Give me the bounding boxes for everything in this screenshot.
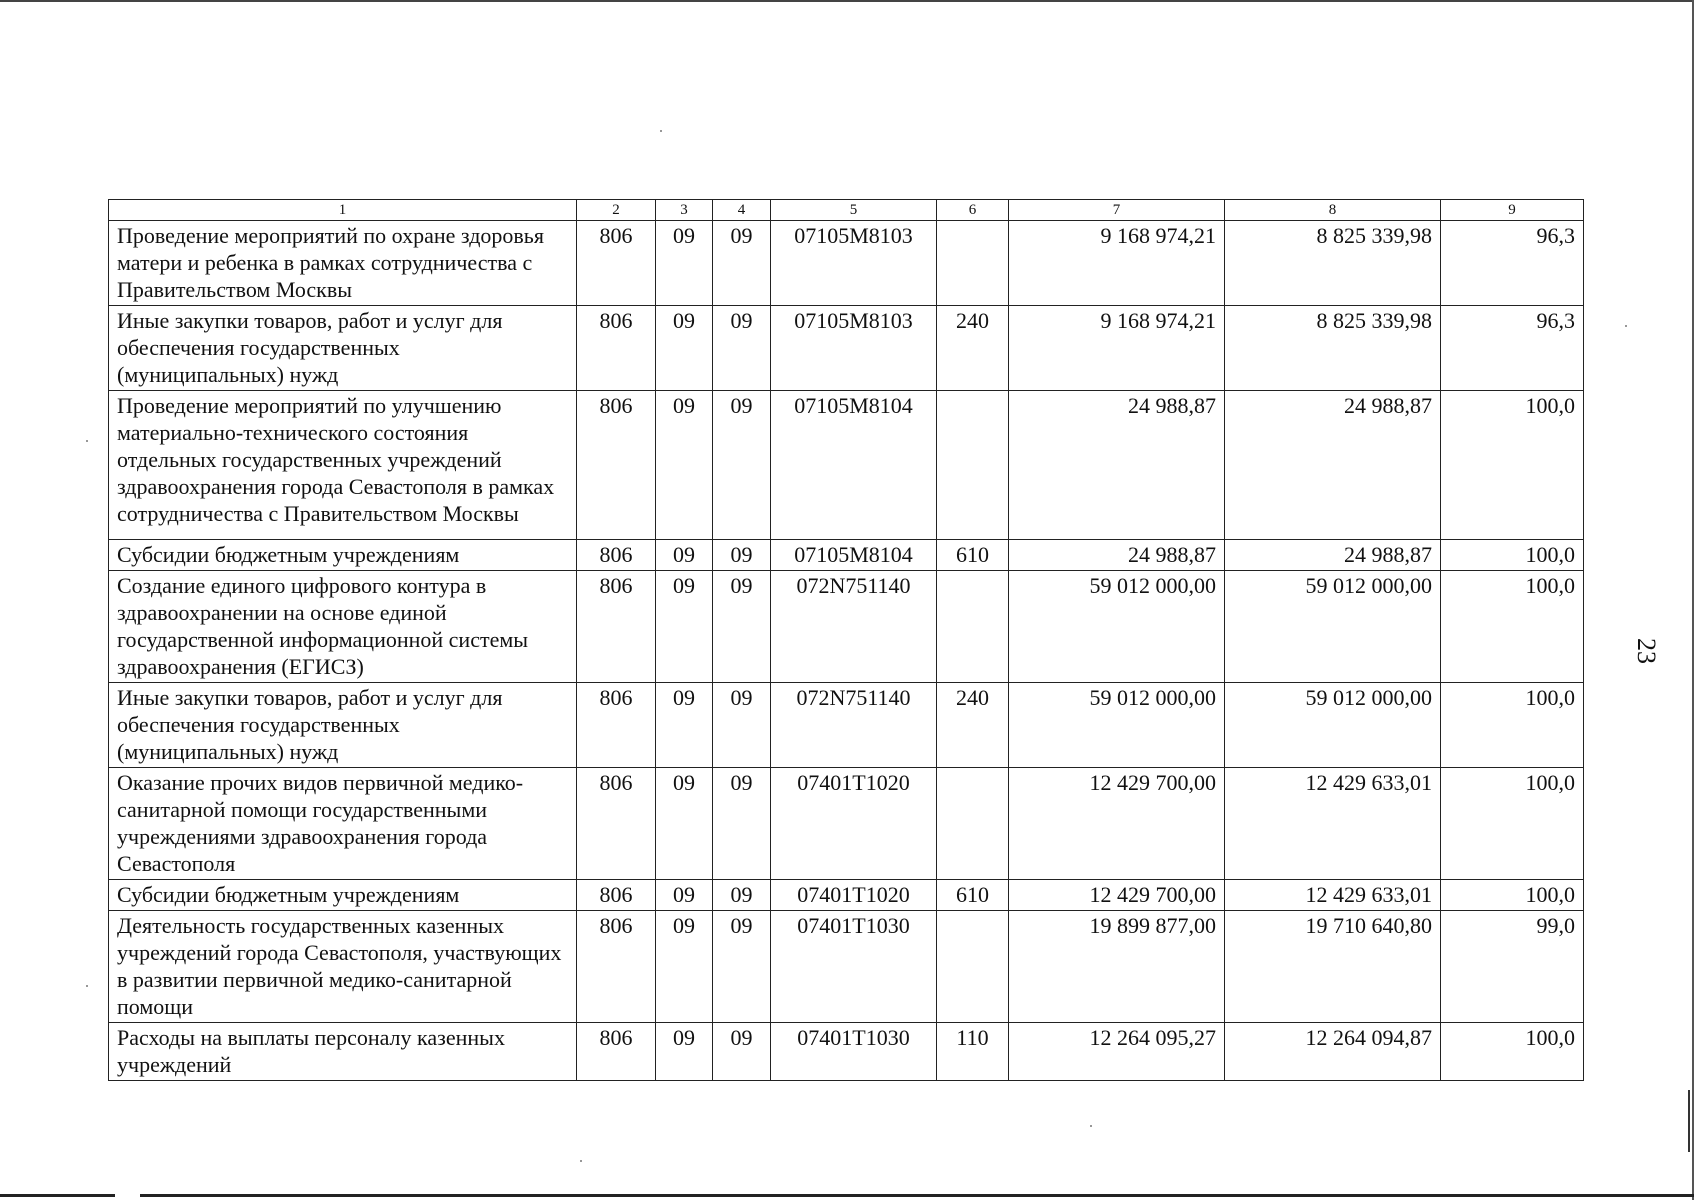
column-number-row bbox=[109, 200, 1584, 221]
execution-percent-cell: 100,0 bbox=[1441, 540, 1584, 571]
column-number: 8 bbox=[1225, 200, 1441, 221]
execution-percent-cell: 100,0 bbox=[1441, 880, 1584, 911]
actual-amount-cell: 12 264 094,87 bbox=[1225, 1023, 1441, 1081]
ministry-code-cell: 806 bbox=[577, 391, 656, 540]
planned-amount-cell: 12 429 700,00 bbox=[1009, 880, 1225, 911]
row-name-cell: Проведение мероприятий по охране здоровья матери и ребенка в рамках сотрудничества с Правительством Москвы bbox=[109, 221, 577, 306]
subsection-cell: 09 bbox=[713, 391, 771, 540]
table-row bbox=[109, 768, 1584, 880]
ministry-code-cell: 806 bbox=[577, 1023, 656, 1081]
actual-amount-cell: 12 429 633,01 bbox=[1225, 768, 1441, 880]
planned-amount-cell: 24 988,87 bbox=[1009, 540, 1225, 571]
subsection-cell: 09 bbox=[713, 683, 771, 768]
ministry-code-cell: 806 bbox=[577, 540, 656, 571]
scan-speck bbox=[1625, 325, 1627, 327]
expense-kind-cell bbox=[937, 571, 1009, 683]
table-body bbox=[109, 200, 1584, 1081]
expense-kind-cell: 110 bbox=[937, 1023, 1009, 1081]
target-article-cell: 07401Т1030 bbox=[771, 1023, 937, 1081]
column-number: 7 bbox=[1009, 200, 1225, 221]
budget-execution-table bbox=[108, 199, 1584, 1081]
ministry-code-cell: 806 bbox=[577, 221, 656, 306]
execution-percent-cell: 100,0 bbox=[1441, 571, 1584, 683]
row-name-cell: Иные закупки товаров, работ и услуг для обеспечения государственных (муниципальных) нужд bbox=[109, 683, 577, 768]
actual-amount-cell: 8 825 339,98 bbox=[1225, 306, 1441, 391]
column-number: 3 bbox=[656, 200, 713, 221]
target-article-cell: 07105М8104 bbox=[771, 391, 937, 540]
scan-top-edge bbox=[0, 0, 1694, 2]
expense-kind-cell: 240 bbox=[937, 683, 1009, 768]
column-number: 9 bbox=[1441, 200, 1584, 221]
subsection-cell: 09 bbox=[713, 1023, 771, 1081]
target-article-cell: 07401Т1020 bbox=[771, 768, 937, 880]
subsection-cell: 09 bbox=[713, 911, 771, 1023]
table-row bbox=[109, 306, 1584, 391]
section-cell: 09 bbox=[656, 768, 713, 880]
scan-bottom-edge bbox=[140, 1194, 1694, 1197]
expense-kind-cell: 240 bbox=[937, 306, 1009, 391]
actual-amount-cell: 59 012 000,00 bbox=[1225, 571, 1441, 683]
scan-bottom-edge bbox=[0, 1194, 115, 1197]
scan-margin-mark bbox=[1688, 1090, 1690, 1152]
actual-amount-cell: 8 825 339,98 bbox=[1225, 221, 1441, 306]
subsection-cell: 09 bbox=[713, 768, 771, 880]
target-article-cell: 07105М8104 bbox=[771, 540, 937, 571]
target-article-cell: 07105М8103 bbox=[771, 221, 937, 306]
target-article-cell: 07401Т1030 bbox=[771, 911, 937, 1023]
section-cell: 09 bbox=[656, 880, 713, 911]
execution-percent-cell: 100,0 bbox=[1441, 391, 1584, 540]
section-cell: 09 bbox=[656, 306, 713, 391]
planned-amount-cell: 59 012 000,00 bbox=[1009, 683, 1225, 768]
table-row bbox=[109, 391, 1584, 540]
target-article-cell: 07105М8103 bbox=[771, 306, 937, 391]
actual-amount-cell: 24 988,87 bbox=[1225, 540, 1441, 571]
expense-kind-cell bbox=[937, 768, 1009, 880]
target-article-cell: 072N751140 bbox=[771, 571, 937, 683]
section-cell: 09 bbox=[656, 911, 713, 1023]
actual-amount-cell: 19 710 640,80 bbox=[1225, 911, 1441, 1023]
scan-speck bbox=[86, 440, 88, 442]
subsection-cell: 09 bbox=[713, 540, 771, 571]
actual-amount-cell: 24 988,87 bbox=[1225, 391, 1441, 540]
planned-amount-cell: 24 988,87 bbox=[1009, 391, 1225, 540]
expense-kind-cell: 610 bbox=[937, 540, 1009, 571]
expense-kind-cell bbox=[937, 911, 1009, 1023]
section-cell: 09 bbox=[656, 571, 713, 683]
scan-speck bbox=[1090, 1125, 1092, 1127]
ministry-code-cell: 806 bbox=[577, 683, 656, 768]
planned-amount-cell: 12 429 700,00 bbox=[1009, 768, 1225, 880]
ministry-code-cell: 806 bbox=[577, 880, 656, 911]
subsection-cell: 09 bbox=[713, 306, 771, 391]
target-article-cell: 072N751140 bbox=[771, 683, 937, 768]
planned-amount-cell: 59 012 000,00 bbox=[1009, 571, 1225, 683]
section-cell: 09 bbox=[656, 683, 713, 768]
ministry-code-cell: 806 bbox=[577, 911, 656, 1023]
ministry-code-cell: 806 bbox=[577, 571, 656, 683]
section-cell: 09 bbox=[656, 540, 713, 571]
planned-amount-cell: 12 264 095,27 bbox=[1009, 1023, 1225, 1081]
row-name-cell: Субсидии бюджетным учреждениям bbox=[109, 540, 577, 571]
expense-kind-cell bbox=[937, 221, 1009, 306]
row-name-cell: Проведение мероприятий по улучшению материально-технического состояния отдельных государственных учреждений здравоохранения города Севастополя в рамках сотрудничества с Правительством Москвы bbox=[109, 391, 577, 540]
execution-percent-cell: 96,3 bbox=[1441, 221, 1584, 306]
section-cell: 09 bbox=[656, 1023, 713, 1081]
execution-percent-cell: 99,0 bbox=[1441, 911, 1584, 1023]
column-number: 5 bbox=[771, 200, 937, 221]
expense-kind-cell bbox=[937, 391, 1009, 540]
table-row bbox=[109, 911, 1584, 1023]
actual-amount-cell: 12 429 633,01 bbox=[1225, 880, 1441, 911]
column-number: 4 bbox=[713, 200, 771, 221]
table-row bbox=[109, 880, 1584, 911]
column-number: 2 bbox=[577, 200, 656, 221]
execution-percent-cell: 96,3 bbox=[1441, 306, 1584, 391]
column-number: 1 bbox=[109, 200, 577, 221]
table-row bbox=[109, 540, 1584, 571]
section-cell: 09 bbox=[656, 391, 713, 540]
row-name-cell: Расходы на выплаты персоналу казенных учреждений bbox=[109, 1023, 577, 1081]
ministry-code-cell: 806 bbox=[577, 768, 656, 880]
section-cell: 09 bbox=[656, 221, 713, 306]
row-name-cell: Деятельность государственных казенных учреждений города Севастополя, участвующих в развитии первичной медико-санитарной помощи bbox=[109, 911, 577, 1023]
planned-amount-cell: 9 168 974,21 bbox=[1009, 221, 1225, 306]
execution-percent-cell: 100,0 bbox=[1441, 768, 1584, 880]
planned-amount-cell: 19 899 877,00 bbox=[1009, 911, 1225, 1023]
scan-speck bbox=[86, 985, 88, 987]
target-article-cell: 07401Т1020 bbox=[771, 880, 937, 911]
scan-speck bbox=[580, 1160, 582, 1162]
row-name-cell: Субсидии бюджетным учреждениям bbox=[109, 880, 577, 911]
subsection-cell: 09 bbox=[713, 880, 771, 911]
execution-percent-cell: 100,0 bbox=[1441, 683, 1584, 768]
page-number: 23 bbox=[1632, 638, 1661, 664]
row-name-cell: Иные закупки товаров, работ и услуг для обеспечения государственных (муниципальных) нужд bbox=[109, 306, 577, 391]
table-row bbox=[109, 221, 1584, 306]
row-name-cell: Создание единого цифрового контура в здравоохранении на основе единой государственной информационной системы здравоохранения (ЕГИСЗ) bbox=[109, 571, 577, 683]
column-number: 6 bbox=[937, 200, 1009, 221]
expense-kind-cell: 610 bbox=[937, 880, 1009, 911]
actual-amount-cell: 59 012 000,00 bbox=[1225, 683, 1441, 768]
table-row bbox=[109, 1023, 1584, 1081]
subsection-cell: 09 bbox=[713, 571, 771, 683]
scan-speck bbox=[660, 130, 662, 132]
row-name-cell: Оказание прочих видов первичной медико-санитарной помощи государственными учреждениями здравоохранения города Севастополя bbox=[109, 768, 577, 880]
planned-amount-cell: 9 168 974,21 bbox=[1009, 306, 1225, 391]
table-row bbox=[109, 571, 1584, 683]
subsection-cell: 09 bbox=[713, 221, 771, 306]
ministry-code-cell: 806 bbox=[577, 306, 656, 391]
execution-percent-cell: 100,0 bbox=[1441, 1023, 1584, 1081]
table-row bbox=[109, 683, 1584, 768]
